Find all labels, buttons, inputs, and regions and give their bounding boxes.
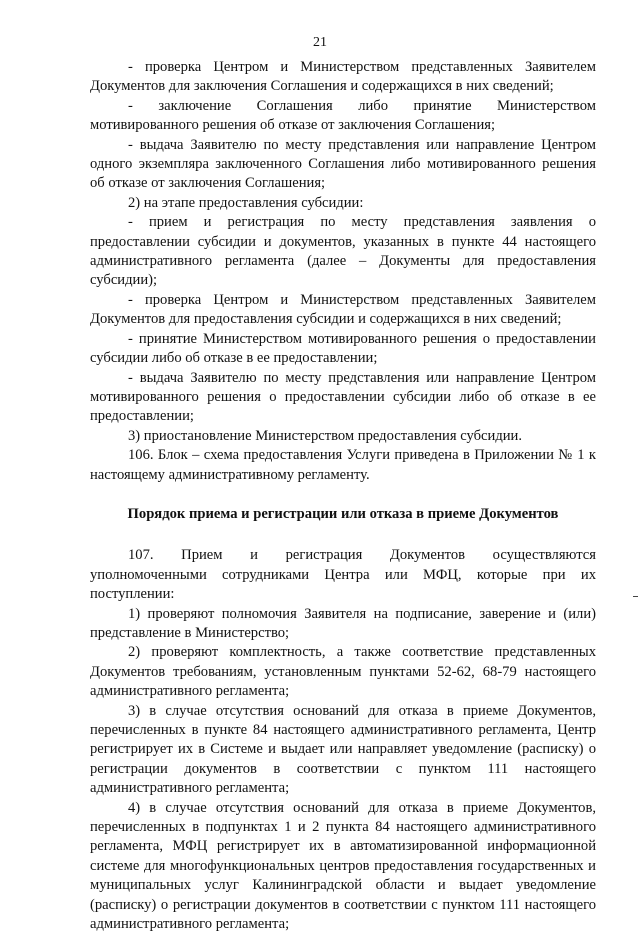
paragraph: - проверка Центром и Министерством представленных Заявителем Документов для предоставления субсидии и содержащихся в них сведений; — [90, 291, 596, 328]
scan-mark — [633, 596, 638, 597]
section-heading: Порядок приема и регистрации или отказа в приеме Документов — [127, 505, 559, 522]
document-body — [90, 58, 596, 934]
paragraph: 1) проверяют полномочия Заявителя на подписание, заверение и (или) представление в Министерство; — [90, 605, 596, 641]
paragraph: 3) приостановление Министерством предоставления субсидии. — [128, 427, 523, 444]
paragraph: 106. Блок – схема предоставления Услуги приведена в Приложении № 1 к настоящему административному регламенту. — [90, 447, 596, 483]
paragraph: 2) проверяют комплектность, а также соответствие представленных Документов требованиям, установленным пунктами 52-62, 68-79 настоящего административного регламента; — [90, 644, 596, 700]
paragraph: - прием и регистрация по месту представления заявления о предоставлении субсидии и документов, указанных в пункте 44 настоящего административного регламента (далее – Документы для предоставления субсидии); — [90, 214, 596, 289]
paragraph: 107. Прием и регистрация Документов осуществляются уполномоченными сотрудниками Центра или МФЦ, которые при их поступлении: — [90, 547, 596, 603]
paragraph: - заключение Соглашения либо принятие Министерством мотивированного решения об отказе от заключения Соглашения; — [90, 97, 596, 134]
paragraph: - выдача Заявителю по месту представления или направление Центром мотивированного решения о предоставлении субсидии либо об отказе в ее предоставлении; — [90, 369, 596, 425]
paragraph: 4) в случае отсутствия оснований для отказа в приеме Документов, перечисленных в подпунктах 1 и 2 пункта 84 настоящего административного регламента, МФЦ регистрирует их в автоматизированной информационной системе для многофункциональных центров предоставления государственных и муниципальных услуг Калининградской области и выдает уведомление (расписку) о регистрации документов в соответствии с пунктом 111 настоящего административного регламента; — [90, 799, 596, 933]
paragraph: 2) на этапе предоставления субсидии: — [128, 194, 364, 211]
page-number: 21 — [313, 35, 327, 50]
paragraph: - принятие Министерством мотивированного решения о предоставлении субсидии либо об отказе в ее предоставлении; — [90, 330, 596, 367]
paragraph: 3) в случае отсутствия оснований для отказа в приеме Документов, перечисленных в пункте 84 настоящего административного регламента, Центр регистрирует их в Системе и выдает или направляет уведомление (расписку) о регистрации документов в соответствии с пунктом 111 настоящего административного регламента; — [90, 702, 596, 797]
paragraph: - проверка Центром и Министерством представленных Заявителем Документов для заключения Соглашения и содержащихся в них сведений; — [90, 59, 596, 95]
paragraph: - выдача Заявителю по месту представления или направление Центром одного экземпляра заключенного Соглашения либо мотивированного решения об отказе от заключения Соглашения; — [90, 136, 596, 192]
